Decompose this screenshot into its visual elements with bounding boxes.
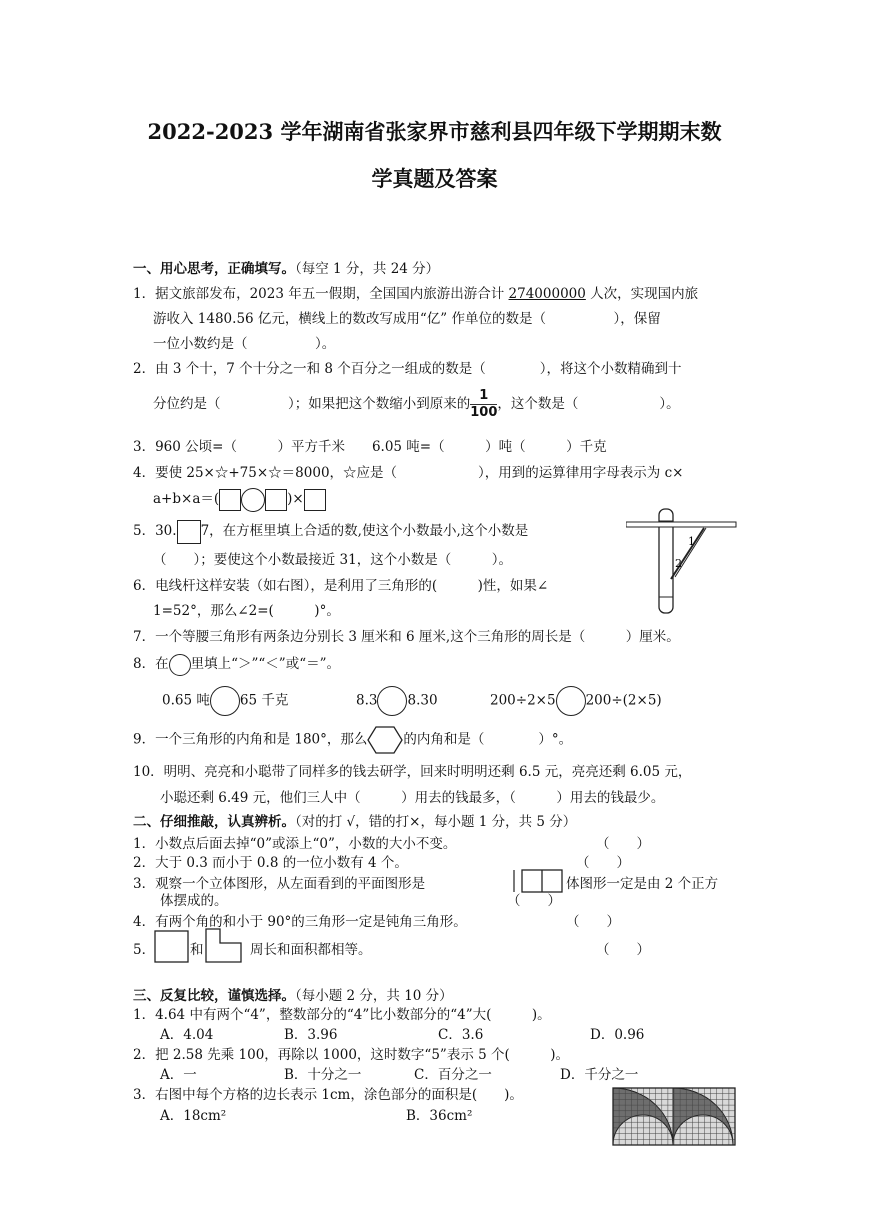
- hexagon-icon: [367, 726, 403, 754]
- s1-q8-text-a2: 里填上“＞”“＜”或“＝”。: [190, 656, 341, 672]
- s1-q2-text-c: ，这个数是（ ）。: [497, 396, 680, 412]
- section1-header: [133, 257, 439, 277]
- angle-1-label: 1: [688, 535, 695, 548]
- exam-title-line2: 学真题及答案: [371, 166, 498, 191]
- s3-q3-opt-b[interactable]: B．36cm²: [406, 1108, 473, 1124]
- s2-q1-paren[interactable]: （ ）: [596, 836, 650, 852]
- rectangle-shape-figure: [154, 930, 190, 964]
- answer-box[interactable]: [265, 489, 287, 511]
- s1-q6-line1: 6．电线杆这样安装（如右图），是利用了三角形的( )性，如果∠: [133, 578, 549, 594]
- s3-q1-opt-a[interactable]: A．4.04: [160, 1027, 214, 1043]
- section1-heading: 一、用心思考，正确填写。: [133, 261, 295, 277]
- answer-box[interactable]: [219, 489, 241, 511]
- section3-header: [133, 984, 453, 1004]
- s2-q2: 2．大于 0.3 而小于 0.8 的一位小数有 4 个。: [133, 855, 408, 871]
- s2-q3-text-b: 体图形一定是由 2 个正方: [566, 876, 719, 892]
- s2-q5-paren[interactable]: （ ）: [596, 942, 650, 958]
- s1-q8-item2: [356, 686, 438, 716]
- s1-q6-line2: 1=52°，那么∠2=( )°。: [153, 603, 340, 619]
- s1-q8-line1: [133, 652, 340, 676]
- s2-q3-paren[interactable]: （ ）: [507, 893, 561, 909]
- compare-circle[interactable]: [377, 686, 407, 716]
- s1-q8-text-a1: 8．在: [133, 656, 169, 672]
- fraction-denominator: 100: [470, 405, 498, 420]
- s1-q8-i2b: 8.30: [407, 692, 438, 709]
- shaded-grid-figure: [612, 1087, 737, 1146]
- s1-q1-line2: 游收入 1480.56 亿元，横线上的数改写成用“亿” 作单位的数是（ ），保留: [153, 311, 661, 327]
- s2-q4-paren[interactable]: （ ）: [566, 914, 620, 930]
- angle-2-label: 2: [675, 557, 682, 570]
- answer-box[interactable]: [304, 489, 326, 511]
- s3-q2: 2．把 2.58 先乘 100，再除以 1000，这时数字“5”表示 5 个( )。: [133, 1047, 570, 1063]
- s1-q5-line2: （ ）；要使这个小数最接近 31，这个小数是（ ）。: [153, 552, 512, 568]
- section2-heading: 二、仔细推敲，认真辨析。: [133, 814, 295, 830]
- s1-q9: [133, 726, 572, 754]
- section1-note: （每空 1 分，共 24 分）: [295, 261, 440, 277]
- s1-q4-text-b1: a+b×a＝(: [153, 491, 220, 507]
- s1-q1-number: 274000000: [508, 286, 586, 302]
- s1-q8-i3b: 200÷(2×5): [585, 692, 662, 709]
- s3-q2-opt-c[interactable]: C．百分之一: [414, 1067, 492, 1083]
- answer-circle[interactable]: [241, 488, 265, 512]
- s1-q8-item3: [490, 686, 662, 716]
- s1-q4-line1: 4．要使 25×☆+75×☆＝8000，☆应是（ ），用到的运算律用字母表示为 c×: [133, 465, 684, 481]
- s2-q5-and: 和: [190, 942, 204, 958]
- s1-q5-text-a2: 7，在方框里填上合适的数,使这个小数最小,这个小数是: [200, 523, 529, 539]
- s1-q3: 3．960 公顷=（ ）平方千米 6.05 吨=（ ）吨（ ）千克: [133, 439, 607, 455]
- fraction-numerator: 1: [470, 388, 497, 405]
- s1-q4-line2: [153, 487, 326, 512]
- section2-header: [133, 810, 576, 830]
- s2-q5-label: 5．: [133, 942, 156, 958]
- s1-q2-text-b: 分位约是（ ）；如果把这个数缩小到原来的: [153, 396, 471, 412]
- l-shape-figure: [205, 928, 243, 964]
- s1-q2-line1: 2．由 3 个十，7 个十分之一和 8 个百分之一组成的数是（ ），将这个小数精确到十: [133, 361, 682, 377]
- s1-q2-line2: [153, 388, 680, 421]
- s3-q1: 1．4.64 中有两个“4”，整数部分的“4”比小数部分的“4”大( )。: [133, 1007, 551, 1023]
- s1-q5-text-a1: 5．30.: [133, 523, 177, 539]
- s3-q2-opt-a[interactable]: A．一: [160, 1067, 197, 1083]
- s1-q1-text-a: 1．据文旅部发布，2023 年五一假期，全国国内旅游出游合计: [133, 286, 509, 302]
- s1-q1-line3: 一位小数约是（ ）。: [153, 336, 336, 352]
- s3-q3-opt-a[interactable]: A．18cm²: [160, 1108, 227, 1124]
- s3-q2-opt-b[interactable]: B．十分之一: [284, 1067, 362, 1083]
- s2-q3-line1: 3．观察一个立体图形，从左面看到的平面图形是: [133, 876, 426, 892]
- answer-box[interactable]: [177, 520, 201, 544]
- s1-q5-line1: [133, 519, 528, 544]
- compare-circle: [169, 654, 191, 676]
- compare-circle[interactable]: [210, 686, 240, 716]
- s3-q2-opt-d[interactable]: D．千分之一: [560, 1067, 639, 1083]
- section2-note: （对的打 √，错的打×，每小题 1 分，共 5 分）: [295, 814, 577, 830]
- section3-note: （每小题 2 分，共 10 分）: [295, 988, 453, 1004]
- s1-q8-i1b: 65 千克: [239, 692, 289, 709]
- s1-q8-i3a: 200÷2×5: [490, 692, 556, 709]
- s3-q3: 3．右图中每个方格的边长表示 1cm，涂色部分的面积是( )。: [133, 1087, 523, 1103]
- s1-q8-item1: [162, 686, 288, 716]
- s1-q9-text-a: 9．一个三角形的内角和是 180°，那么: [133, 731, 368, 748]
- s1-q1-text-b: 人次，实现国内旅: [585, 286, 699, 302]
- s2-q5-text: 周长和面积都相等。: [250, 942, 372, 958]
- compare-circle[interactable]: [556, 686, 586, 716]
- s1-q9-text-b: 的内角和是（ ）°。: [403, 731, 573, 748]
- section3-heading: 三、反复比较，谨慎选择。: [133, 988, 295, 1004]
- s2-q3-line2: 体摆成的。: [160, 893, 228, 909]
- s2-q1: 1．小数点后面去掉“0”或添上“0”，小数的大小不变。: [133, 836, 457, 852]
- s1-q10-line1: 10．明明、亮亮和小聪带了同样多的钱去研学，回来时明明还剩 6.5 元，亮亮还剩 6.05 元，: [133, 764, 692, 780]
- s1-q8-i1a: 0.65 吨: [162, 692, 210, 709]
- s1-q1-line1: [133, 282, 698, 302]
- fraction-one-hundredth: [470, 388, 497, 421]
- s1-q10-line2: 小聪还剩 6.49 元，他们三人中（ ）用去的钱最多，（ ）用去的钱最少。: [160, 790, 665, 806]
- s2-q2-paren[interactable]: （ ）: [576, 855, 630, 871]
- power-pole-figure: [626, 507, 738, 615]
- s3-q1-opt-b[interactable]: B．3.96: [284, 1027, 338, 1043]
- s1-q7: 7．一个等腰三角形有两条边分别长 3 厘米和 6 厘米,这个三角形的周长是（ ）厘米。: [133, 629, 680, 645]
- s3-q1-opt-d[interactable]: D．0.96: [590, 1027, 645, 1043]
- s2-q4: 4．有两个角的和小于 90°的三角形一定是钝角三角形。: [133, 914, 467, 930]
- exam-title-line1: 2022-2023 学年湖南省张家界市慈利县四年级下学期期末数: [147, 119, 722, 144]
- s3-q1-opt-c[interactable]: C．3.6: [438, 1027, 484, 1043]
- s1-q8-i2a: 8.3: [356, 692, 378, 709]
- s1-q4-text-b2: )×: [287, 491, 304, 507]
